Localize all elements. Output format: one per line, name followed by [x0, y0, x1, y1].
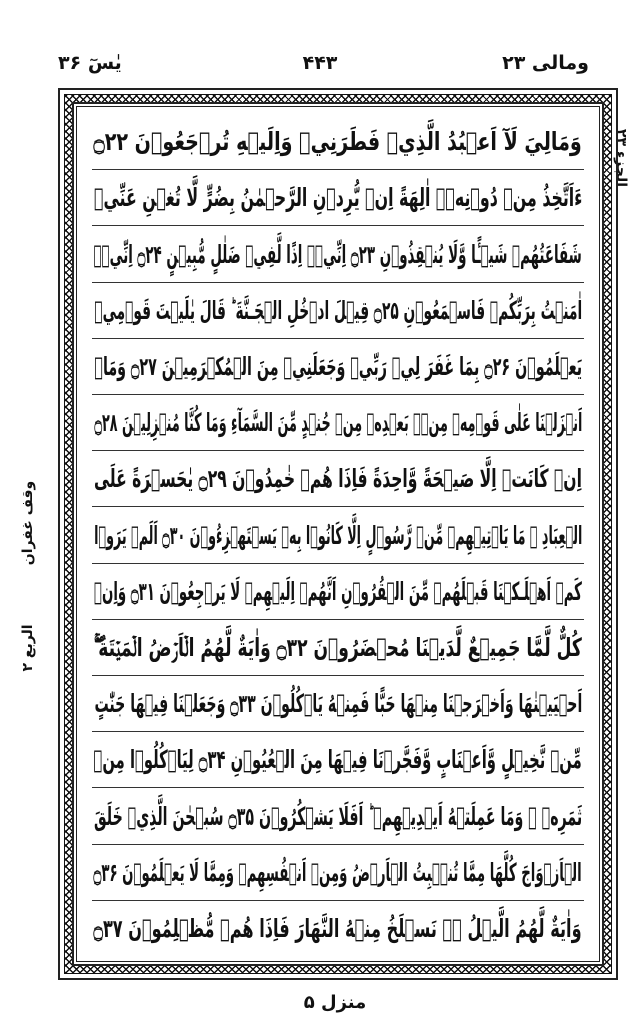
waqf-margin-label: وقف غفران: [20, 480, 36, 566]
verse-line: [92, 451, 584, 507]
verse-line-text: اِنۡ كَانَتۡ اِلَّا صَيۡحَةً وَّاحِدَةً فَاِذَا هُمۡ خٰمِدُوۡنَ ۝۲۹ يٰحَسۡرَةً عَلَى: [94, 464, 582, 494]
verse-line: [92, 114, 584, 170]
verse-line: [92, 170, 584, 226]
verse-line: [92, 788, 584, 844]
verse-line-text: ثَمَرِهٖ ۙ وَمَا عَمِلَتۡهُ اَيۡدِيۡهِمۡ ؕ اَفَلَا يَشۡكُرُوۡنَ ۝۳۵ سُبۡحٰنَ الَّذِيۡ خَلَقَ: [93, 801, 583, 831]
verse-line-text: وَاٰيَةٌ لَّهُمُ الَّيۡلُ ۖۚ نَسۡلَخُ مِنۡهُ النَّهَارَ فَاِذَا هُمۡ مُّظۡلِمُوۡنَ ۝۳۷: [93, 913, 583, 943]
verse-line-text: الۡعِبَادِ ۚ مَا يَاۡتِيۡهِمۡ مِّنۡ رَّسُوۡلٍ اِلَّا كَانُوۡا بِهٖ يَسۡتَهۡزِءُوۡنَ ۝۳۰ اَلَمۡ يَرَوۡا: [93, 520, 583, 550]
verse-line-text: اٰمَنۡتُ بِرَبِّكُمۡ فَاسۡمَعُوۡنِ ۝۲۵ قِيۡلَ ادۡخُلِ الۡجَـنَّةَ ؕ قَالَ يٰلَيۡتَ قَوۡمِيۡ: [94, 295, 582, 325]
page-border-frame: [58, 88, 618, 980]
verse-line: [92, 283, 584, 339]
verse-line: [92, 507, 584, 563]
juz-margin-label: الجزء ۲۳: [613, 129, 629, 187]
surah-info-header: یٰسٓ ۳۶: [58, 52, 122, 74]
page-number: ۴۴۳: [302, 52, 338, 74]
verse-text-area: [72, 102, 604, 966]
decorative-border-pattern: [64, 94, 612, 974]
verse-line-text: ءَاَتَّخِذُ مِنۡ دُوۡنِهٖۤ اٰلِهَةً اِنۡ يُّرِدۡنِ الرَّحۡمٰنُ بِضُرٍّ لَّا تُغۡنِ عَنِّيۡ: [93, 183, 583, 213]
verse-line-text: كَمۡ اَهۡلَـكۡنَا قَبۡلَهُمۡ مِّنَ الۡقُرُوۡنِ اَنَّهُمۡ اِلَيۡهِمۡ لَا يَرۡجِعُوۡنَ ۝۳۱ وَاِنۡ: [94, 576, 582, 606]
verse-line-text: مِّنۡ نَّخِيۡلٍ وَّاَعۡنَابٍ وَّفَجَّرۡنَا فِيۡهَا مِنَ الۡعُيُوۡنِ ۝۳۴ لِيَاۡكُلُوۡا مِنۡ: [93, 745, 583, 775]
verse-line-text: وَمَالِيَ لَآ اَعۡبُدُ الَّذِيۡ فَطَرَنِيۡ وَاِلَيۡهِ تُرۡجَعُوۡنَ ۝۲۲: [93, 127, 583, 157]
manzil-footer: منزل ۵: [303, 992, 367, 1013]
verse-line: [92, 339, 584, 395]
verse-line: [92, 845, 584, 901]
verse-line: [92, 620, 584, 676]
verse-line-text: الۡاَزۡوَاجَ كُلَّهَا مِمَّا تُنۡۢبِتُ الۡاَرۡضُ وَمِنۡ اَنۡفُسِهِمۡ وَمِمَّا لَا يَعۡلَمُوۡنَ ۝۳۶: [93, 857, 583, 887]
verse-line: [92, 564, 584, 620]
verse-line: [92, 226, 584, 282]
verse-line: [92, 395, 584, 451]
verse-line: [92, 732, 584, 788]
verse-line-text: اَحۡيَيۡنٰهَا وَاَخۡرَجۡنَا مِنۡهَا حَبًّا فَمِنۡهُ يَاۡكُلُوۡنَ ۝۳۳ وَجَعَلۡنَا فِيۡهَا جَنّٰتٍ: [94, 689, 582, 719]
verse-line-text: شَفَاعَتُهُمۡ شَيۡـًٔا وَّلَا يُنۡقِذُوۡنِ ۝۲۳ اِنِّيۡۤ اِذًا لَّفِيۡ ضَلٰلٍ مُّبِيۡنٍ ۝۲۴ اِنِّيۡۤ: [93, 239, 583, 269]
verse-line: [92, 676, 584, 732]
para-name-header: ومالی ۲۳: [502, 52, 589, 74]
verse-line-text: كُلٌّ لَّمَّا جَمِيۡعٌ لَّدَيۡنَا مُحۡضَرُوۡنَ ۝۳۲ وَاٰيَةٌ لَّهُمُ الۡاَرۡضُ الۡمَيۡتَةُ ۖۚ: [94, 632, 582, 662]
verse-line-text: يَعۡلَمُوۡنَ ۝۲۶ بِمَا غَفَرَ لِيۡ رَبِّيۡ وَجَعَلَنِيۡ مِنَ الۡمُكۡرَمِيۡنَ ۝۲۷ وَمَاۤ: [94, 351, 582, 381]
ruku-margin-label: الربع ۲: [20, 624, 36, 672]
verse-line: [92, 901, 584, 956]
verse-line-text: اَنۡزَلۡنَا عَلٰى قَوۡمِهٖ مِنۡۢ بَعۡدِهٖ مِنۡ جُنۡدٍ مِّنَ السَّمَآءِ وَمَا كُنَّا مُنۡزِلِيۡنَ ۝۲۸: [94, 408, 582, 438]
